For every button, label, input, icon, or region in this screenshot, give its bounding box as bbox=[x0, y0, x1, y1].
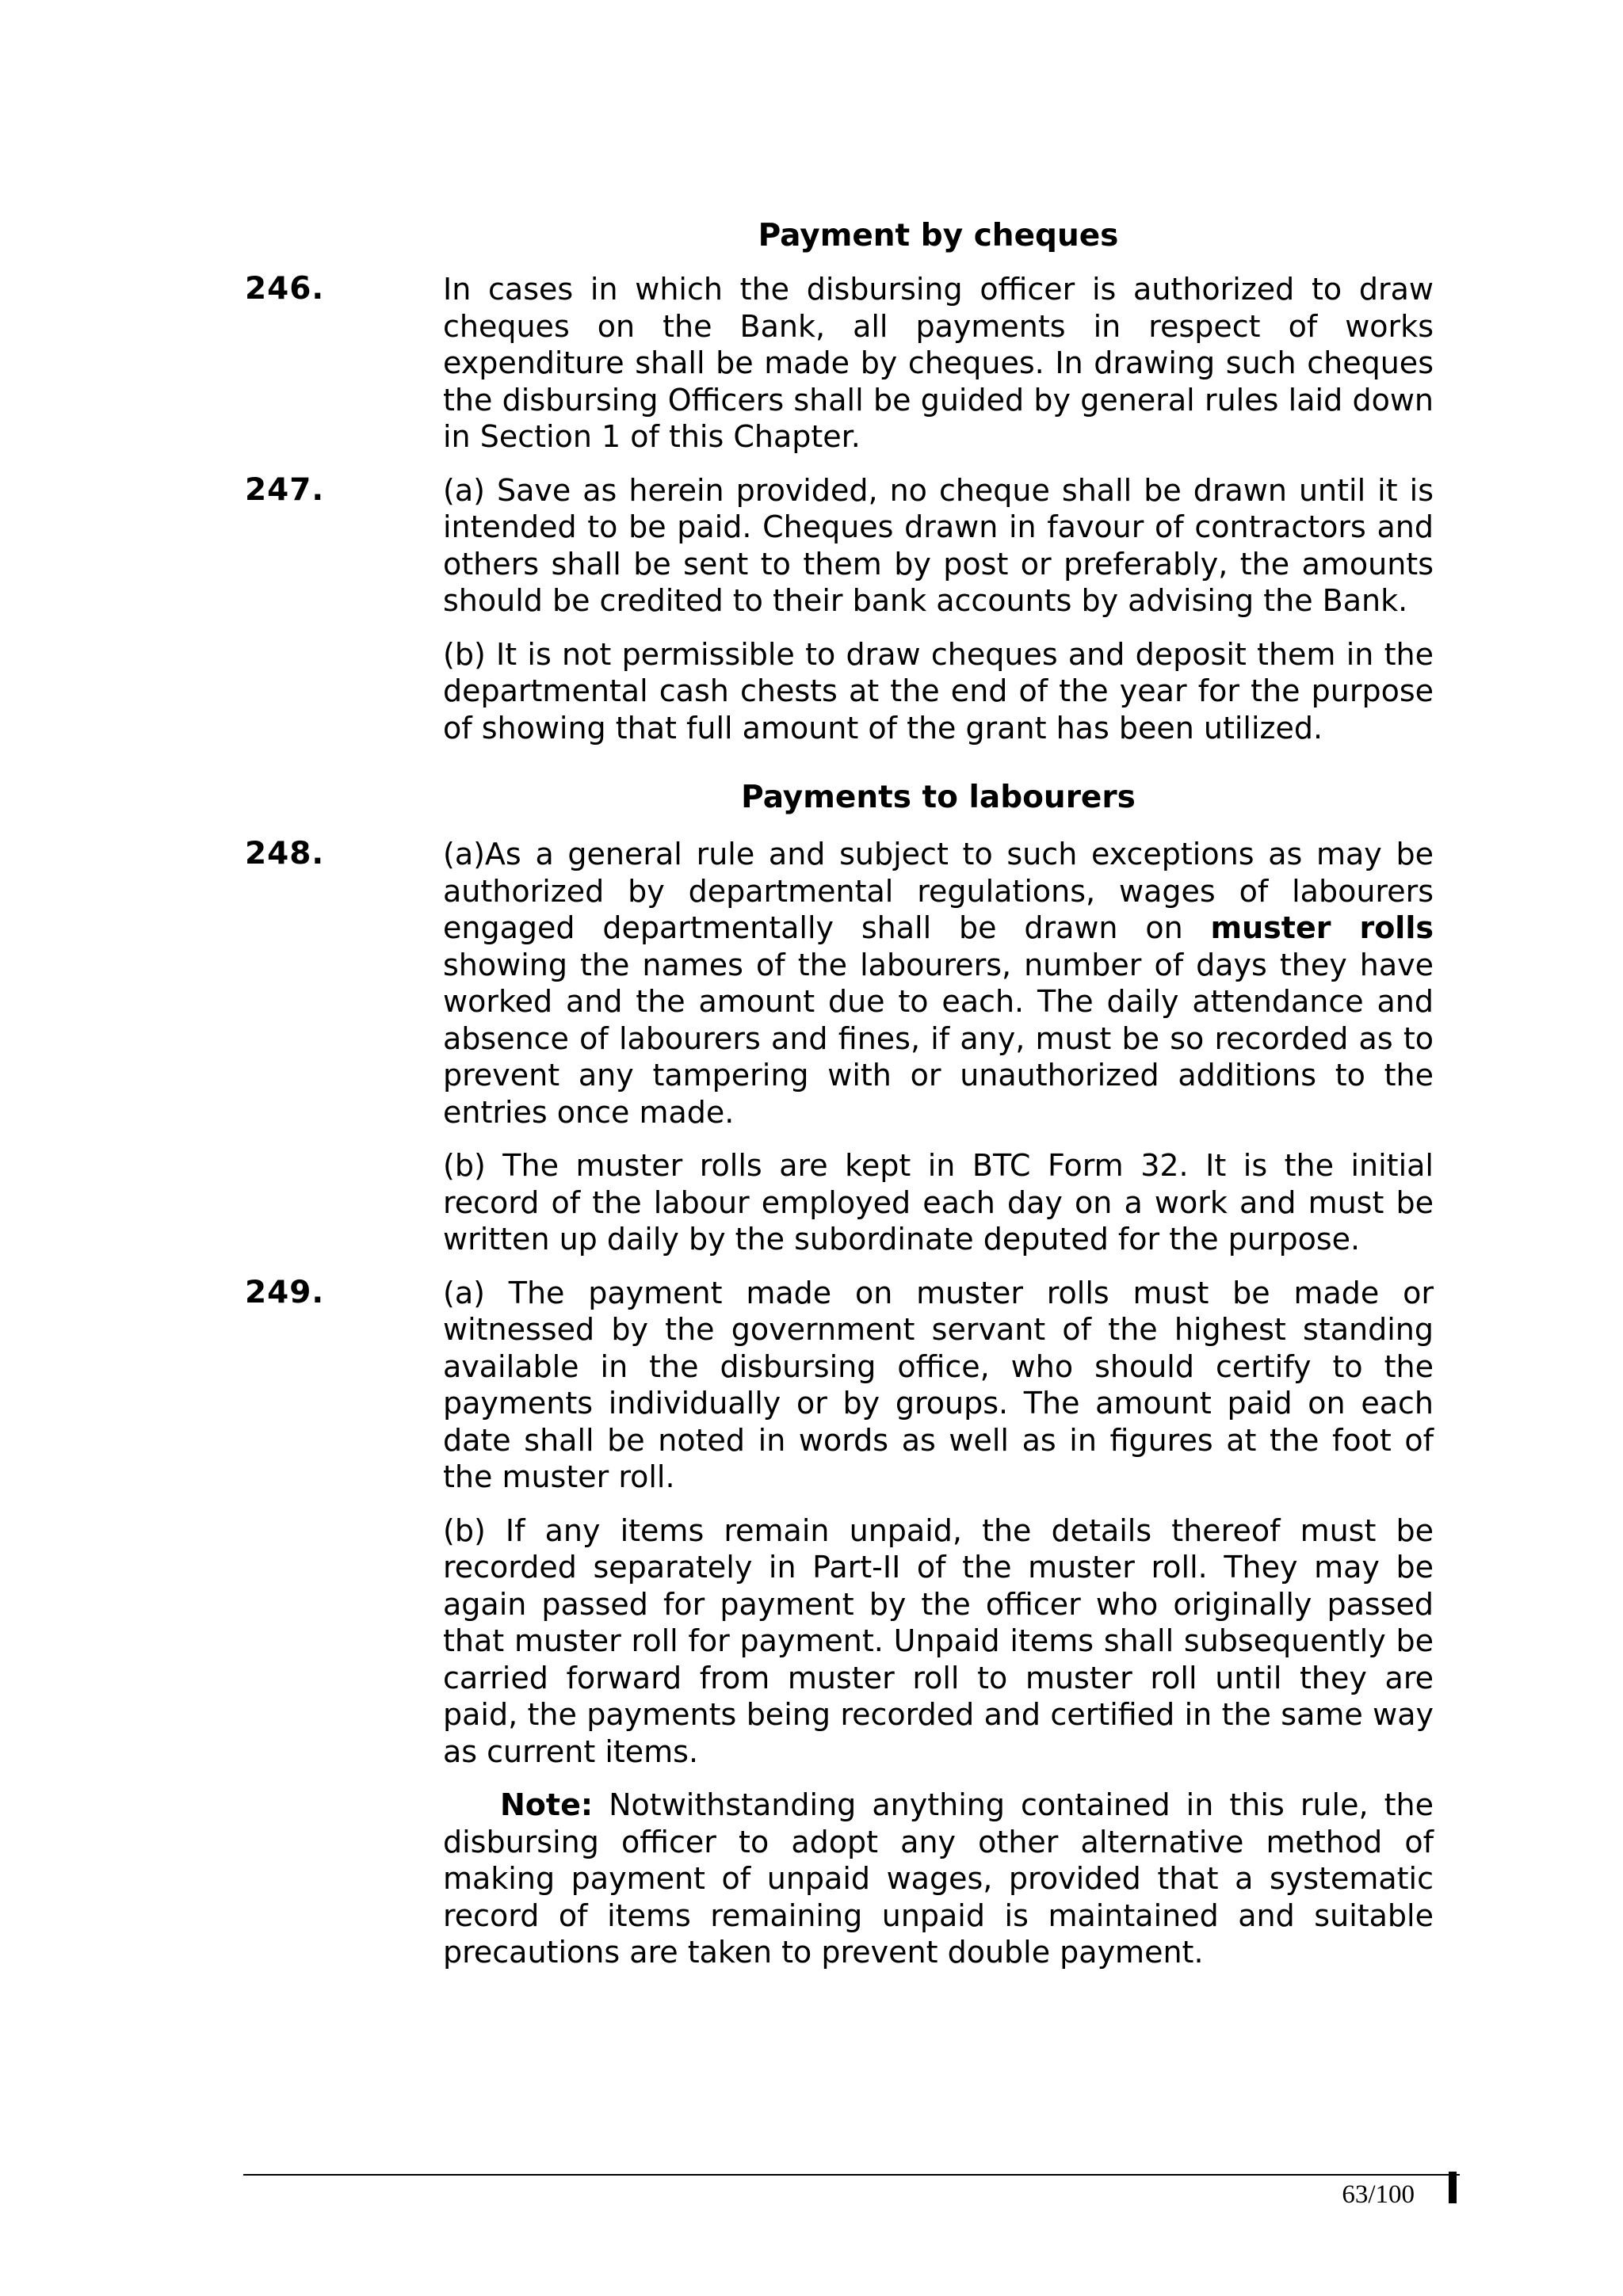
rule-248 bbox=[245, 836, 1434, 1258]
section-heading-payments-to-labourers: Payments to labourers bbox=[741, 780, 1136, 815]
rule-249 bbox=[245, 1275, 1434, 1971]
rule-number: 247. bbox=[245, 471, 325, 508]
rule-247 bbox=[245, 472, 1434, 747]
page-number: 63/100 bbox=[1342, 2180, 1415, 2209]
rule-246 bbox=[245, 271, 1434, 456]
rule-number: 248. bbox=[245, 836, 325, 871]
note-paragraph bbox=[443, 1787, 1434, 1971]
footer-rule bbox=[243, 2174, 1460, 2176]
rule-number: 246. bbox=[245, 271, 325, 307]
bold-term-muster-rolls: muster rolls bbox=[1210, 910, 1434, 945]
rule-paragraph: (b) If any items remain unpaid, the details thereof must be recorded separately in Part-II of the muster roll. They may be again passed for payment by the officer who originally passed that muster roll for payment. Unpaid items shall subsequently be carried forward from muster roll to muster roll until they are paid, the payments being recorded and certified in the same way as current items. bbox=[443, 1512, 1434, 1769]
note-label: Note: bbox=[500, 1787, 594, 1822]
rule-paragraph: (b) The muster rolls are kept in BTC Form 32. It is the initial record of the labour employed each day on a work and must be written up daily by the subordinate deputed for the purpose. bbox=[443, 1148, 1434, 1257]
note-text: Notwithstanding anything contained in this rule, the disbursing officer to adopt any other alternative method of making payment of unpaid wages, provided that a systematic record of items remaining unpaid is maintained and suitable precautions are taken to prevent double payment. bbox=[443, 1787, 1434, 1970]
rule-paragraph bbox=[443, 836, 1434, 1131]
rule-paragraph: (a) Save as herein provided, no cheque shall be drawn until it is intended to be paid. Cheques drawn in favour of contractors and others shall be sent to them by post or preferably, the amounts should be credited to their bank accounts by advising the Bank. bbox=[443, 472, 1434, 618]
rule-paragraph: (b) It is not permissible to draw cheques and deposit them in the departmental cash chests at the end of the year for the purpose of showing that full amount of the grant has been utilized. bbox=[443, 636, 1434, 746]
rule-paragraph: In cases in which the disbursing officer is authorized to draw cheques on the Bank, all payments in respect of works expenditure shall be made by cheques. In drawing such cheques the disbursing Officers shall be guided by general rules laid down in Section 1 of this Chapter. bbox=[443, 272, 1434, 454]
paragraph-text: (a)As a general rule and subject to such exceptions as may be authorized by departmental regulations, wages of labourers engaged departmentally shall be drawn on bbox=[443, 837, 1434, 945]
footer-bar bbox=[1449, 2172, 1457, 2203]
section-heading-payment-by-cheques: Payment by cheques bbox=[758, 218, 1119, 254]
paragraph-text: showing the names of the labourers, number of days they have worked and the amount due to each. The daily attendance and absence of labourers and fines, if any, must be so recorded as to prevent any tampering with or unauthorized additions to the entries once made. bbox=[443, 947, 1434, 1130]
document-body bbox=[245, 218, 1434, 1988]
rule-number: 249. bbox=[245, 1274, 325, 1310]
rule-paragraph: (a) The payment made on muster rolls must be made or witnessed by the government servant of the highest standing available in the disbursing office, who should certify to the payments individually or by groups. The amount paid on each date shall be noted in words as well as in figures at the foot of the muster roll. bbox=[443, 1275, 1434, 1494]
